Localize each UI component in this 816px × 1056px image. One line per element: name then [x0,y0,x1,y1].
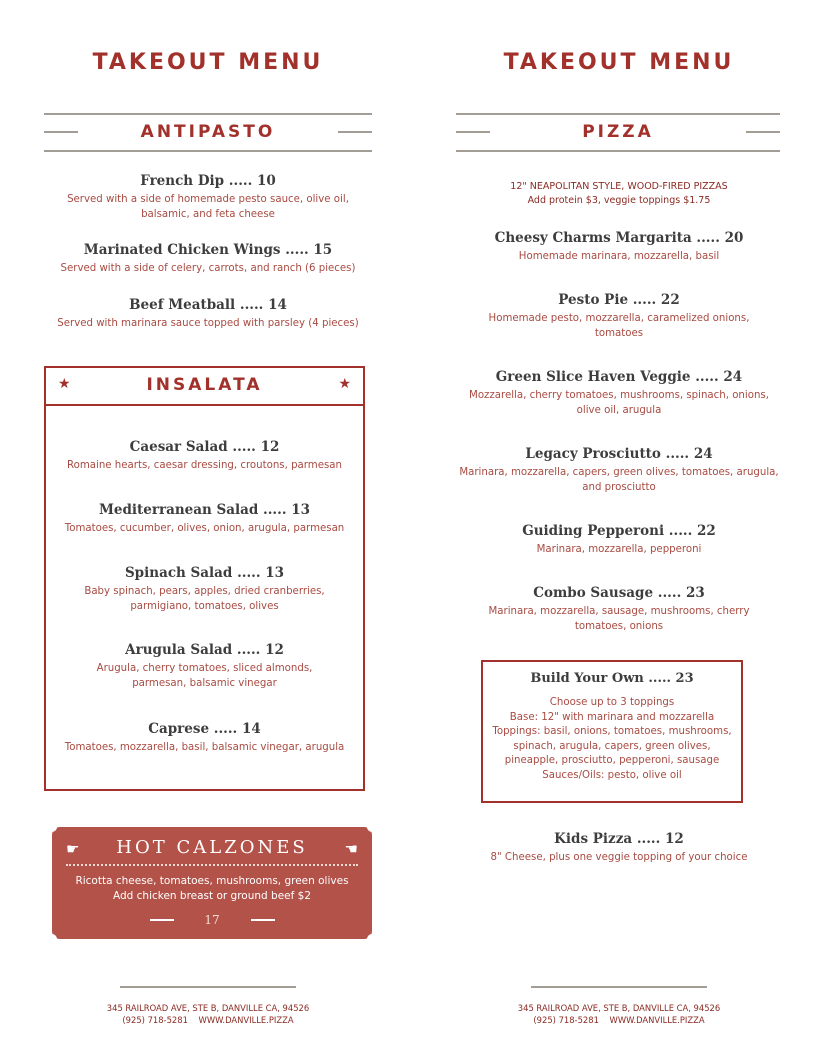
corner-notch [367,934,377,944]
insalata-box [44,366,365,791]
menu-item [446,368,792,418]
menu-item [46,564,363,614]
pizza-note [446,180,792,208]
item-name: Marinated Chicken Wings ..... 15 [83,242,333,258]
divider [44,150,372,152]
item-name: Arugula Salad ..... 12 [125,642,284,658]
address: 345 RAILROAD AVE, STE B, DANVILLE CA, 94526 [106,1003,310,1013]
pizza-style-note: 12" NEAPOLITAN STYLE, WOOD-FIRED PIZZAS [510,181,728,192]
divider [746,131,780,133]
byo-line: Sauces/Oils: pesto, olive oil [542,769,682,781]
corner-notch [367,822,377,832]
item-description [489,696,735,783]
footer [446,986,792,1026]
hot-calzones-card [52,827,372,939]
item-description: Served with marinara sauce topped with parsley (4 pieces) [57,318,359,329]
calzones-title: HOT CALZONES [116,837,308,858]
item-name: Combo Sausage ..... 23 [533,585,705,601]
calzones-description [52,874,372,904]
menu-item [46,641,363,691]
item-name: Pesto Pie ..... 22 [558,292,680,308]
divider [456,113,780,115]
menu-item [38,296,378,332]
item-description: Homemade pesto, mozzarella, caramelized onions, tomatoes [488,313,750,339]
item-description: Homemade marinara, mozzarella, basil [518,251,720,262]
menu-title: TAKEOUT MENU [503,50,735,75]
item-description: Marinara, mozzarella, sausage, mushrooms, cherry tomatoes, onions [488,606,750,632]
item-description: Tomatoes, cucumber, olives, onion, arugula, parmesan [64,523,345,534]
section-title-insalata: INSALATA [146,375,263,395]
item-name: Build Your Own ..... 23 [530,671,694,686]
corner-notch [47,822,57,832]
menu-item [446,830,792,866]
divider [44,113,372,115]
byo-line: Choose up to 3 toppings [549,697,675,708]
item-name: Guiding Pepperoni ..... 22 [522,523,716,539]
menu-title: TAKEOUT MENU [92,50,324,75]
insalata-header [46,368,363,406]
menu-item [446,445,792,495]
menu-item [46,438,363,474]
footer [38,986,378,1026]
item-name: Legacy Prosciutto ..... 24 [525,446,713,462]
calzones-line: Add chicken breast or ground beef $2 [112,890,312,902]
item-name: Caesar Salad ..... 12 [129,439,280,455]
pointing-hand-icon: ☛ [66,841,80,858]
ornament-line [251,919,275,921]
item-description: Served with a side of celery, carrots, and ranch (6 pieces) [60,263,356,274]
address: 345 RAILROAD AVE, STE B, DANVILLE CA, 94526 [517,1003,721,1013]
menu-item [446,522,792,558]
divider [456,150,780,152]
pizza-header [456,113,780,153]
section-title-pizza: PIZZA [582,122,654,142]
item-description: Tomatoes, mozzarella, basil, balsamic vinegar, arugula [64,742,345,753]
dotted-divider [66,864,358,866]
item-name: Mediterranean Salad ..... 13 [98,502,311,518]
menu-item [446,584,792,634]
calzones-line: Ricotta cheese, tomatoes, mushrooms, green olives [75,875,349,887]
phone-website: (925) 718-5281 WWW.DANVILLE.PIZZA [533,1015,705,1025]
item-description: Arugula, cherry tomatoes, sliced almonds, parmesan, balsamic vinegar [96,663,313,689]
item-name: Spinach Salad ..... 13 [124,565,285,581]
star-icon: ★ [338,375,351,391]
item-description: Marinara, mozzarella, capers, green olives, tomatoes, arugula, and prosciutto [459,467,779,493]
item-description: 8" Cheese, plus one veggie topping of your choice [490,852,748,863]
item-description: Mozzarella, cherry tomatoes, mushrooms, spinach, onions, olive oil, arugula [469,390,769,416]
build-your-own-box [481,660,743,803]
pizza-addons-note: Add protein $3, veggie toppings $1.75 [527,195,711,206]
footer-divider [120,986,296,988]
menu-item [446,229,792,265]
item-description: Served with a side of homemade pesto sauce, olive oil, balsamic, and feta cheese [67,194,349,220]
footer-divider [531,986,707,988]
menu-item [46,501,363,537]
item-name: Green Slice Haven Veggie ..... 24 [495,369,743,385]
phone-website: (925) 718-5281 WWW.DANVILLE.PIZZA [122,1015,294,1025]
star-icon: ★ [58,375,71,391]
item-name: Caprese ..... 14 [148,721,261,737]
menu-item [38,172,378,222]
item-name: French Dip ..... 10 [140,173,276,189]
item-description: Romaine hearts, caesar dressing, croutons, parmesan [66,460,343,471]
footer-contact [446,1002,792,1026]
item-description: Marinara, mozzarella, pepperoni [536,544,702,555]
byo-line: Base: 12" with marinara and mozzarella [509,711,715,723]
item-name: Kids Pizza ..... 12 [554,831,684,847]
menu-item [446,291,792,341]
page-number: 17 [204,913,220,927]
divider [338,131,372,133]
corner-notch [47,934,57,944]
item-name: Beef Meatball ..... 14 [129,297,287,313]
footer-contact [38,1002,378,1026]
pointing-hand-icon: ☚ [344,841,358,858]
item-description: Baby spinach, pears, apples, dried cranberries, parmigiano, tomatoes, olives [84,586,325,612]
menu-item [46,720,363,756]
byo-line: Toppings: basil, onions, tomatoes, mushrooms, spinach, arugula, capers, green olives, pineapple, prosciutto, pepperoni, sausage [492,726,732,766]
antipasto-header [44,113,372,153]
section-title-antipasto: ANTIPASTO [140,122,276,142]
menu-item [38,241,378,277]
item-name: Cheesy Charms Margarita ..... 20 [494,230,744,246]
